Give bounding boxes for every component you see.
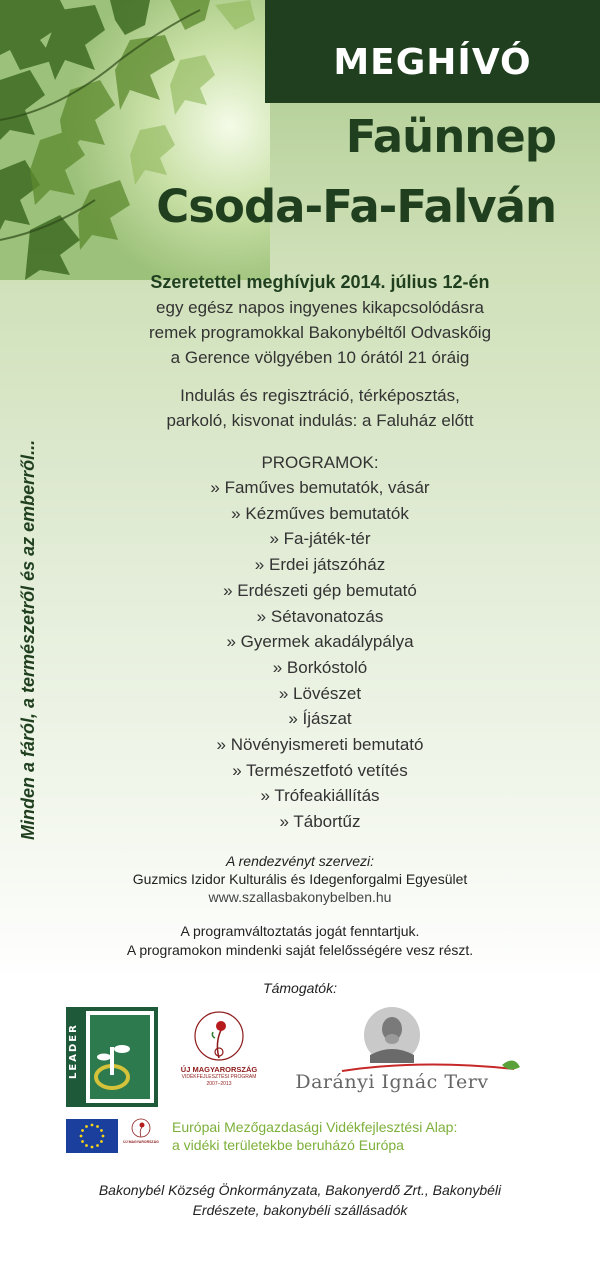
uj-magyarorszag-logo (175, 1008, 263, 1092)
organizer-heading: A rendezvényt szervezi: (225, 853, 375, 869)
program-item: » Trófeakiállítás (260, 786, 380, 806)
vertical-slogan: Minden a fáról, a természetről és az emberről... (18, 439, 38, 840)
footer-sponsors (30, 1180, 570, 1220)
invitation-banner (265, 0, 600, 103)
program-item: » Növényismereti bemutató (216, 735, 424, 755)
intro-headline: Szeretettel meghívjuk 2014. július 12-én (150, 272, 490, 292)
ujm-subtitle: VIDÉKFEJLESZTÉSI PROGRAM (181, 1074, 257, 1080)
intro-line: remek programokkal Bakonybéltől Odvaskőig (148, 323, 492, 342)
footer-line: Erdészete, bakonybéli szállásadók (192, 1202, 408, 1218)
program-item: » Kézműves bemutatók (231, 503, 409, 523)
ujm-title: ÚJ MAGYARORSZÁG (180, 1065, 258, 1074)
intro-line: a Gerence völgyében 10 órától 21 óráig (170, 348, 470, 367)
program-item: » Borkóstoló (272, 657, 368, 677)
organizer-section (40, 852, 560, 906)
program-item: » Gyermek akadálypálya (226, 632, 414, 652)
program-item: » Lövészet (278, 683, 362, 703)
leader-logo-text: LEADER (68, 1023, 79, 1079)
notice-section (40, 922, 560, 960)
program-item: » Faműves bemutatók, vásár (210, 478, 430, 497)
small-ujm-logo (121, 1117, 161, 1155)
programs-section (70, 450, 570, 835)
foliage-image (0, 0, 270, 280)
program-item: » Természetfotó vetítés (232, 760, 408, 780)
organizer-url[interactable]: www.szallasbakonybelben.hu (208, 889, 392, 905)
registration-info (70, 383, 570, 433)
eu-fund-text (172, 1118, 552, 1154)
programs-heading: PROGRAMOK: (261, 453, 379, 472)
info-line: parkoló, kisvonat indulás: a Faluház előtt (166, 411, 474, 430)
daranyi-ignac-terv-logo (282, 1005, 522, 1100)
intro-line: egy egész napos ingyenes kikapcsolódásra (156, 298, 484, 317)
programs-list (70, 475, 570, 835)
supporters-heading: Támogatók: (263, 980, 337, 996)
invitation-label: MEGHÍVÓ (333, 42, 532, 83)
program-item: » Fa-játék-tér (269, 529, 371, 549)
eu-flag-logo (66, 1119, 118, 1153)
program-item: » Tábortűz (279, 812, 361, 832)
ujm-years: 2007–2013 (206, 1081, 232, 1087)
small-ujm-text: ÚJ MAGYARORSZÁG (123, 1140, 159, 1144)
program-item: » Erdészeti gép bemutató (223, 580, 417, 600)
event-title-line2: Csoda-Fa-Falván (156, 180, 556, 233)
footer-line: Bakonybél Község Önkormányzata, Bakonyerdő Zrt., Bakonybéli (98, 1182, 502, 1198)
organizer-name: Guzmics Izidor Kulturális és Idegenforgalmi Egyesület (132, 871, 468, 887)
notice-line: A programokon mindenki saját felelősségére vesz részt. (126, 942, 474, 958)
program-item: » Sétavonatozás (256, 606, 384, 626)
notice-line: A programváltoztatás jogát fenntartjuk. (180, 923, 420, 939)
eu-line: Európai Mezőgazdasági Vidékfejlesztési Alap: (172, 1119, 458, 1135)
program-item: » Íjászat (288, 709, 352, 729)
info-line: Indulás és regisztráció, térképosztás, (180, 386, 460, 405)
daranyi-text: Darányi Ignác Terv (295, 1071, 489, 1093)
program-item: » Erdei játszóház (254, 555, 386, 575)
eu-line: a vidéki területekbe beruházó Európa (172, 1137, 404, 1153)
leader-logo (66, 1007, 158, 1107)
event-title-line1: Faünnep (345, 110, 556, 163)
intro-text (70, 295, 570, 370)
